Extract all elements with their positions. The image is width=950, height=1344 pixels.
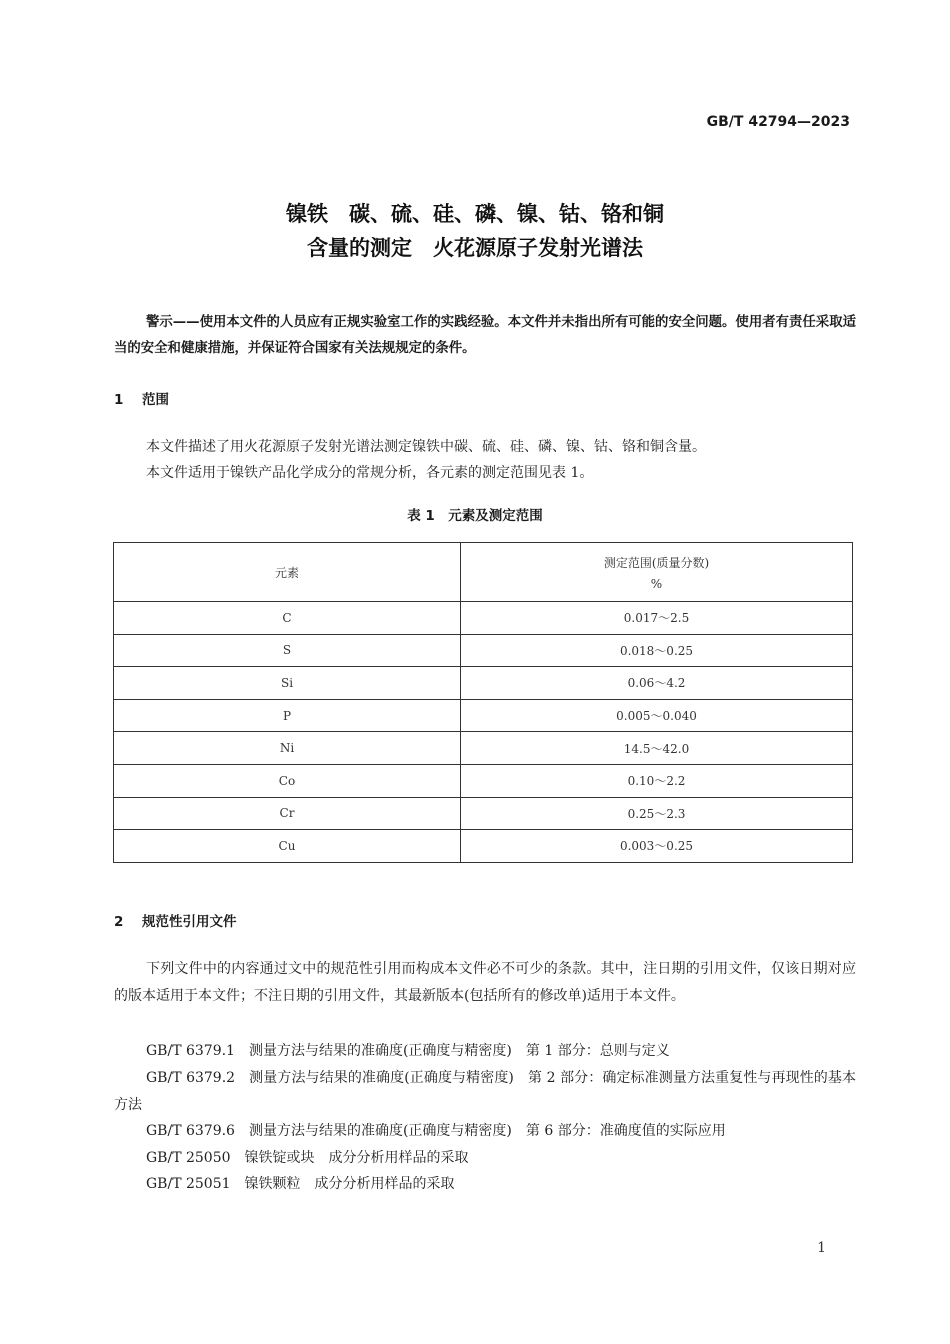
section2-number: 2 (114, 914, 124, 930)
range-cell: 0.005～0.040 (461, 699, 853, 732)
reference-item (114, 1118, 856, 1145)
table-row (114, 602, 853, 635)
warning-notice: 警示——使用本文件的人员应有正规实验室工作的实践经验。本文件并未指出所有可能的安全问题。使用者有责任采取适当的安全和健康措施，并保证符合国家有关法规规定的条件。 (114, 315, 856, 356)
standard-number: GB/T 42794—2023 (706, 114, 850, 130)
section1-paragraph-1: 本文件描述了用火花源原子发射光谱法测定镍铁中碳、硫、硅、磷、镍、钴、铬和铜含量。 (146, 439, 706, 455)
element-cell: Cu (114, 830, 461, 863)
range-cell: 0.25～2.3 (461, 797, 853, 830)
element-cell: S (114, 634, 461, 667)
section1-heading (114, 388, 169, 408)
range-cell: 0.017～2.5 (461, 602, 853, 635)
range-cell: 0.003～0.25 (461, 830, 853, 863)
header-range-unit: % (650, 576, 663, 591)
table-row (114, 667, 853, 700)
document-title-line1: 镍铁 碳、硫、硅、磷、镍、钴、铬和铜 (286, 202, 664, 226)
reference-part: 第 2 部分：确定标准测量方法重复性与再现性的基本方法 (114, 1070, 856, 1113)
table-row (114, 634, 853, 667)
table-row (114, 699, 853, 732)
reference-item (114, 1145, 856, 1172)
reference-title: 镍铁颗粒 成分分析用样品的采取 (244, 1176, 455, 1192)
table-row (114, 830, 853, 863)
section1-title: 范围 (142, 392, 169, 408)
reference-item (114, 1038, 856, 1065)
header-element: 元素 (114, 543, 461, 602)
range-cell: 0.10～2.2 (461, 764, 853, 797)
table-header-row (114, 543, 853, 602)
header-range-label: 测定范围(质量分数) (603, 555, 710, 570)
reference-title: 测量方法与结果的准确度(正确度与精密度) (249, 1070, 514, 1086)
section2-title: 规范性引用文件 (142, 914, 237, 930)
document-title-line2: 含量的测定 火花源原子发射光谱法 (307, 236, 643, 260)
reference-part: 第 6 部分：准确度值的实际应用 (525, 1123, 726, 1139)
table-row (114, 764, 853, 797)
reference-code: GB/T 6379.2 (146, 1070, 236, 1086)
element-cell: Ni (114, 732, 461, 765)
element-cell: Cr (114, 797, 461, 830)
header-range (461, 543, 853, 602)
range-cell: 14.5～42.0 (461, 732, 853, 765)
reference-code: GB/T 6379.6 (146, 1123, 235, 1139)
reference-code: GB/T 25050 (146, 1150, 231, 1166)
element-cell: P (114, 699, 461, 732)
table-row (114, 797, 853, 830)
section1-paragraph-2: 本文件适用于镍铁产品化学成分的常规分析，各元素的测定范围见表 1。 (146, 465, 594, 481)
reference-title: 镍铁锭或块 成分分析用样品的采取 (244, 1150, 469, 1166)
element-cell: Co (114, 764, 461, 797)
table-row (114, 732, 853, 765)
element-cell: Si (114, 667, 461, 700)
reference-code: GB/T 6379.1 (146, 1043, 235, 1059)
reference-code: GB/T 25051 (146, 1176, 231, 1192)
range-cell: 0.06～4.2 (461, 667, 853, 700)
reference-item (114, 1171, 856, 1198)
element-range-table (113, 542, 853, 863)
section2-heading (114, 910, 237, 930)
table-caption: 表 1 元素及测定范围 (407, 508, 543, 524)
element-cell: C (114, 602, 461, 635)
range-cell: 0.018～0.25 (461, 634, 853, 667)
reference-item (114, 1065, 856, 1118)
reference-part: 第 1 部分：总则与定义 (525, 1043, 670, 1059)
reference-title: 测量方法与结果的准确度(正确度与精密度) (248, 1123, 512, 1139)
section1-number: 1 (114, 392, 124, 408)
section2-intro: 下列文件中的内容通过文中的规范性引用而构成本文件必不可少的条款。其中，注日期的引用文件，仅该日期对应的版本适用于本文件；不注日期的引用文件，其最新版本(包括所有的修改单)适用于本文件。 (114, 961, 856, 1004)
reference-title: 测量方法与结果的准确度(正确度与精密度) (248, 1043, 512, 1059)
page-number: 1 (817, 1240, 826, 1256)
